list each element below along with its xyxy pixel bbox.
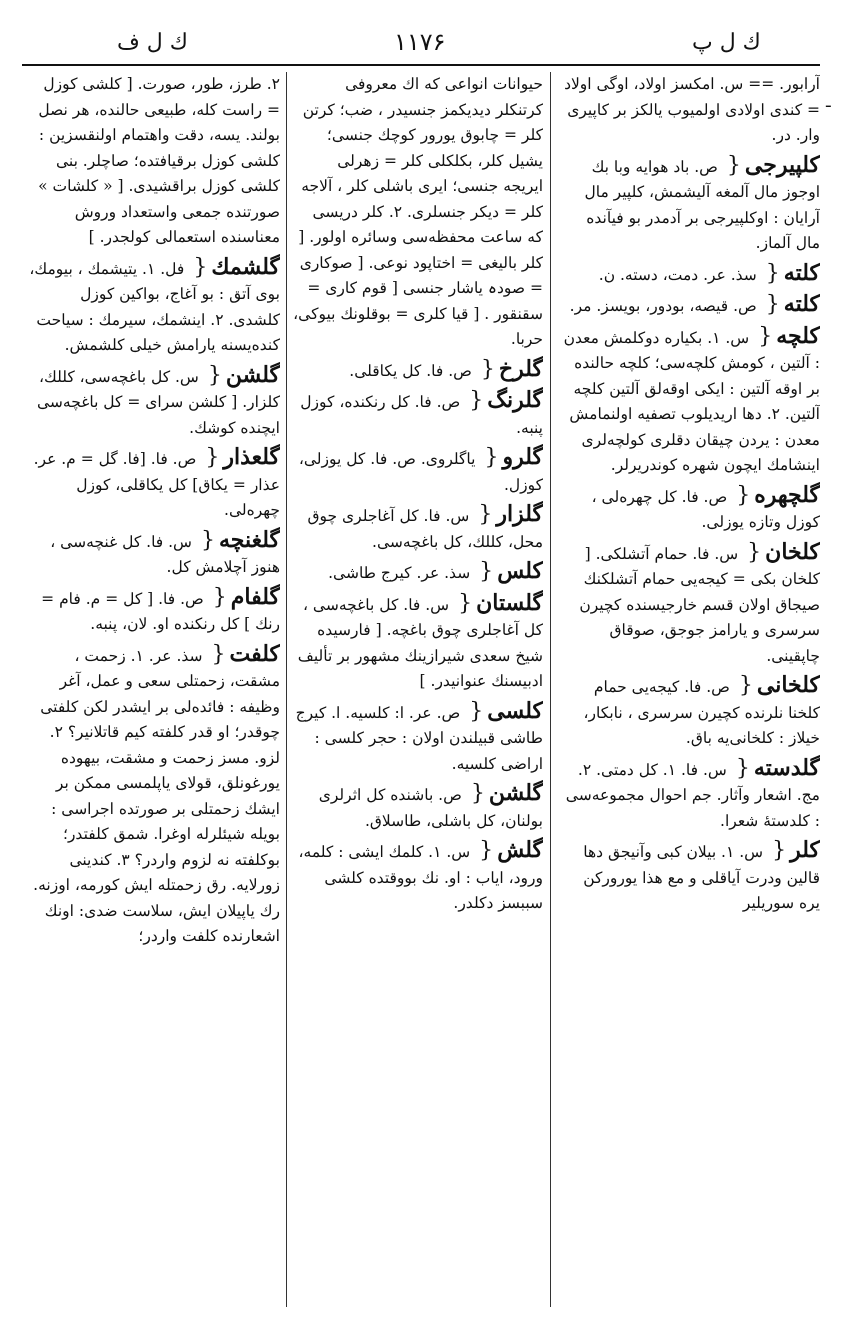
definition-text: آرابور. == س. امکسز اولاد، اوگی اولاد = کندی اولادی اولمیوب یالکز بر کاپیری وار. در. [564, 75, 820, 144]
brace-mark: { [204, 641, 226, 667]
header-rule [22, 64, 820, 66]
dictionary-entry [293, 591, 543, 695]
brace-mark: { [477, 445, 499, 470]
definition-text: ۲. طرز، طور، صورت. [ کلشی کوزل = راست کله، طبیعی حالنده، هر نصل بولند. یسه، دقت واهتمام اولنقسزین : کلشی کوزل برقیافتده؛ صاچلر. بنی کلشی کوزل براقشیدی. [ « کلشات » صورتنده جمعی واستعداد وروش معناسنده استعمالی کولجدر. ] [38, 75, 280, 246]
headword: گلشن [488, 780, 543, 806]
dictionary-entry [28, 585, 280, 638]
brace-mark: { [719, 152, 741, 178]
dictionary-entry [558, 292, 820, 320]
definition-text: حیوانات انواعی که اك معروفی کرتنکلر دیدیکمز جنسیدر ، ضب؛ کرتن کلر = چابوق یورور کوچك جنسی؛ یشیل کلر، بکلکلی کلر = زهرلی ایریجه جنسی؛ ایری باشلی کلر ، آلاجه کلر = دیکر جنسلری. ۲. کلر دریسی که ساعت محفظه‌سی وسائره اولور. [ کلر بالیغی = اختاپود نوعی. [ صوکاری = صودہ یاشار جنسی [ قوم کاری = سقنقور . [ قیا کلری = بوقلونك بیوکی، حربا. [293, 75, 543, 348]
headword: گلدسته [753, 754, 820, 781]
brace-mark: { [729, 482, 751, 508]
column-left [28, 72, 280, 1307]
dictionary-entry [558, 153, 820, 257]
headword: گلرخ [498, 355, 543, 382]
definition-text: ص. باشنده کل اثرلری بولنان، کل باشلی، طاسلاق. [318, 786, 543, 830]
dictionary-entry [28, 72, 280, 251]
brace-mark: { [462, 388, 484, 413]
headword: گلشن [225, 361, 280, 388]
headword: گلشمك [211, 253, 280, 280]
headword: گلش [497, 837, 543, 863]
headword: کلخان [765, 538, 820, 565]
headword: گلعذار [223, 444, 280, 470]
dictionary-entry [293, 559, 543, 587]
headword: گلغنچه [218, 526, 280, 553]
headword: کلس [497, 558, 543, 584]
brace-mark: { [758, 292, 780, 317]
headword: کلپیرجی [744, 151, 820, 178]
definition-text: ص. فا. کل رنکنده، کوزل پنبه. [300, 393, 543, 437]
brace-mark: { [198, 445, 220, 470]
definition-text: فل. ۱. یتیشمك ، بیومك، بوی آتق : بو آغاج، بواکین کوزل کلشدی. ۲. اینشمك، سیرمك : سیاحت کنده‌یسنه یارامش خیلی کلشمش. [29, 259, 280, 354]
dictionary-entry [28, 363, 280, 442]
brace-mark: { [463, 781, 485, 806]
brace-mark: { [751, 323, 773, 349]
dictionary-entry [558, 673, 820, 752]
headword: کلفت [229, 640, 280, 667]
brace-mark: { [186, 254, 208, 280]
definition-text: س. فا. کل غنچه‌سی ، هنوز آچلامش کل. [50, 532, 280, 576]
definition-text: سذ. عر. کیرج طاشی. [328, 564, 471, 582]
dictionary-entry [293, 357, 543, 385]
dictionary-entry [28, 528, 280, 581]
brace-mark: { [451, 590, 473, 616]
headword: گلرو [502, 444, 543, 470]
dictionary-entry [293, 781, 543, 834]
brace-mark: { [473, 356, 495, 382]
dictionary-entry [293, 838, 543, 917]
headword: گلرنگ [487, 387, 543, 413]
definition-text: ص. فا. [فا. گل = م. عر. عذار = یکاق] کل یکاقلی، کوزل چهره‌لی. [33, 450, 280, 519]
definition-text: ص. فا. کل چهره‌لی ، کوزل وتازه یوزلی. [591, 487, 820, 531]
definition-text: س. کل باغچه‌سی، کللك، کلزار. [ کلشن سرای = کل باغچه‌سی ایچنده کوشك. [37, 367, 280, 437]
dictionary-entry [293, 388, 543, 441]
page-header [22, 28, 820, 62]
dictionary-entry [293, 72, 543, 353]
definition-text: س. فا. ۱. کل دمتی. ۲. مج. اشعار وآثار. جم احوال مجموعه‌سی : کلدستهٔ شعرا. [565, 760, 820, 830]
margin-mark: ـ [826, 92, 831, 111]
definition-text: س. ۱. کلمك ایشی : کلمه، ورود، ایاب : او. نك بووقتده کلشی سببسز دکلدر. [298, 843, 543, 912]
column-divider [550, 72, 551, 1307]
definition-text: ص. فا. کیجه‌یی حمام کلخنا نلرنده کچیرن سرسری ، نابکار، خیلاز : کلخانی‌یه باق. [583, 678, 820, 747]
dictionary-entry [28, 255, 280, 359]
definition-text: یاگلروی. ص. فا. کل یوزلی، کوزل. [298, 450, 543, 494]
running-head-left: ك ل ف [117, 30, 188, 55]
brace-mark: { [740, 539, 762, 565]
headword: گلزار [496, 501, 543, 527]
dictionary-entry [558, 324, 820, 479]
definition-text: ص. عر. ا: کلسیه. ا. کیرج طاشی قبیلندن اولان : حجر کلسی : اراضی کلسیه. [295, 703, 543, 773]
brace-mark: { [731, 673, 753, 698]
brace-mark: { [765, 838, 787, 863]
brace-mark: { [471, 502, 493, 527]
dictionary-entry [558, 540, 820, 670]
headword: کلخانی [756, 672, 820, 698]
dictionary-entry [293, 445, 543, 498]
dictionary-entry [558, 838, 820, 917]
definition-text: س. ۱. بکیاره دوکلمش معدن : آلتین ، کومش کلچه‌سی؛ کلچه حالنده بر اوقه آلتین : ایکی اوقه‌لق آلتین کلچه آلتین. ۲. دها اریدیلوب تصفیه اولنمامش معدن : یردن چیقان دقلری کولچه‌لری اینشامك ایچون شهره کوندریرلر. [563, 328, 820, 474]
brace-mark: { [205, 584, 227, 610]
definition-text: س. ۱. بیلان کبی وآنیجق دها قالین ودرت آیاقلی و مع هذا یورورکن یره سوریلیر [583, 843, 820, 912]
dictionary-entry [558, 261, 820, 289]
column-divider [286, 72, 287, 1307]
headword: کلچه [776, 322, 820, 349]
brace-mark: { [200, 362, 222, 388]
headword: گلچهره [754, 481, 820, 508]
definition-text: س. فا. کل آغاجلری چوق محل، کللك، کل باغچه‌سی. [307, 507, 543, 551]
brace-mark: { [472, 559, 494, 584]
brace-mark: { [462, 698, 484, 724]
page-number: ۱۱۷۶ [394, 28, 446, 56]
brace-mark: { [193, 527, 215, 553]
column-middle [293, 72, 543, 1307]
headword: کلر [790, 837, 820, 863]
definition-text: ص. فا. کل یکاقلی. [349, 361, 472, 380]
dictionary-entry [28, 445, 280, 524]
brace-mark: { [728, 755, 750, 781]
headword: گلستان [476, 589, 543, 616]
definition-text: ص. قیصه، بودور، بویسز. مر. [569, 297, 757, 315]
dictionary-entry [293, 699, 543, 778]
brace-mark: { [758, 260, 780, 286]
running-head-right: ك ل پ [692, 30, 761, 55]
headword: کلسی [487, 697, 543, 724]
definition-text: سذ. عر. دمت، دسته. ن. [598, 265, 757, 284]
dictionary-entry [293, 502, 543, 555]
headword: گلفام [230, 583, 280, 610]
definition-text: س. فا. حمام آتشلکی. [ کلخان بکی = کیجه‌یی حمام آتشلکنك صیجاق اولان قسم خارجیسنده کچیرن سرسری و یارامز جوجق، صوقاق چاپقینی. [579, 544, 820, 665]
column-right [558, 72, 820, 1307]
dictionary-entry [558, 483, 820, 536]
headword: کلته [783, 291, 820, 317]
dictionary-entry [28, 642, 280, 950]
brace-mark: { [472, 838, 494, 863]
definition-text: سذ. عر. ۱. زحمت ، مشقت، زحمتلی سعی و عمل، آغر وظیفه : فائده‌لی بر ایشدر لکن کلفتی چوقدر؛ او قدر کلفته کیم قاتلانیر؟ ۲. لزو. مسز زحمت و مشقت، بیهوده یورغونلق، قولای یاپلمسی ممکن بر ایشك زحمتلی بر صورتده اجراسی : بویله شیئلرله اوغرا. شمق کلفتدر؛ بوکلفته نه لزوم واردر؟ ۳. کندینی زورلایه. رق زحمتله ایش کورمه، اوزنه. رك یاپیلان ایش، سلاست ضدی: اونك اشعارنده کلفت واردر؛ [33, 646, 280, 945]
dictionary-entry [558, 756, 820, 835]
dictionary-entry [558, 72, 820, 149]
definition-text: ص. باد هوایه وبا بك اوجوز مال آلمغه آلیشمش، کلپیر مال آرایان : اوکلپیرجی بر آدمدر بو فیآنده مال آلماز. [584, 157, 820, 252]
definition-text: ص. فا. [ کل = م. فام = رنك ] کل رنکنده او. لان، پنبه. [41, 589, 280, 633]
headword: کلته [783, 259, 820, 286]
definition-text: س. فا. کل باغچه‌سی ، کل آغاجلری چوق باغچه. [ فارسیده شیخ سعدی شیرازینك مشهور بر تألیف ادبیسنك عنوانیدر. ] [297, 595, 543, 690]
